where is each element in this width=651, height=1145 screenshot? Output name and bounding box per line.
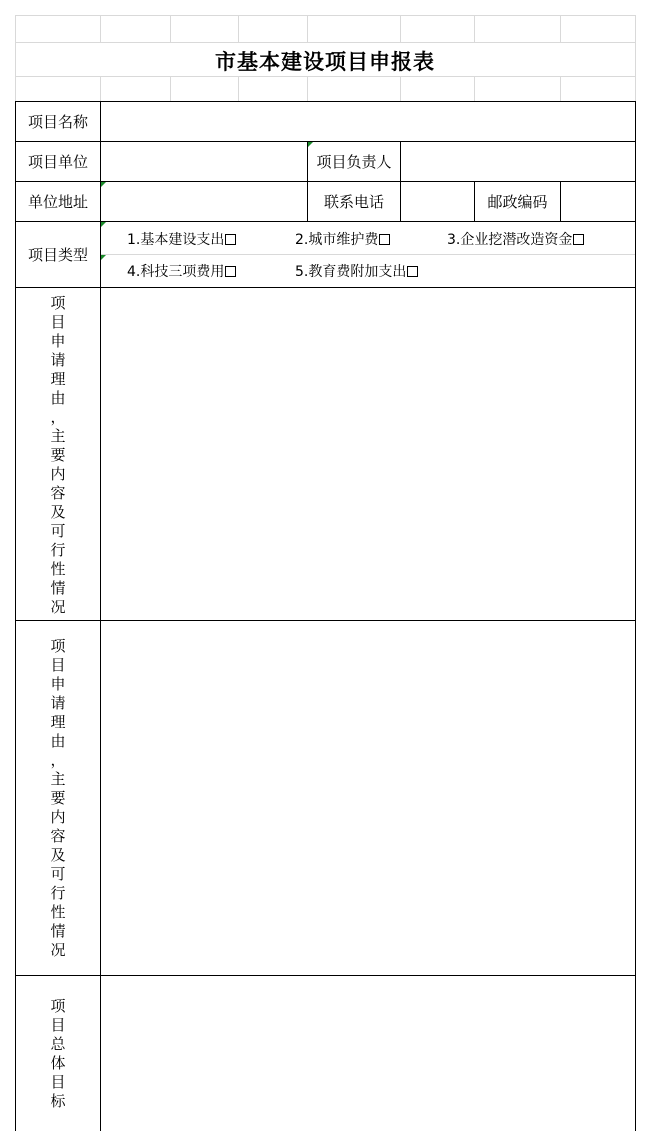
section-overall-goal-label: 项 目 总 体 目 标: [50, 997, 66, 1110]
label-project-name: 项目名称: [27, 113, 88, 131]
type-option-science-tech[interactable]: 4.科技三项费用: [127, 262, 236, 280]
section-application-reason-field-2[interactable]: [101, 621, 635, 975]
label-unit-address: 单位地址: [27, 193, 88, 211]
label-contact-phone: 联系电话: [323, 193, 384, 211]
unit-address-field[interactable]: [101, 182, 307, 221]
form-title: 市基本建设项目申报表: [215, 49, 435, 74]
type-option-education-surcharge[interactable]: 5.教育费附加支出: [295, 262, 418, 280]
type-option-capital-construction[interactable]: 1.基本建设支出: [127, 230, 236, 248]
contact-phone-field[interactable]: [401, 182, 474, 221]
label-project-leader: 项目负责人: [316, 153, 392, 171]
comment-marker: [101, 222, 106, 227]
checkbox[interactable]: [573, 234, 584, 245]
checkbox[interactable]: [225, 234, 236, 245]
checkbox[interactable]: [407, 266, 418, 277]
section-application-reason-field[interactable]: [101, 288, 635, 620]
type-option-enterprise-renovation[interactable]: 3.企业挖潜改造资金: [447, 230, 584, 248]
section-application-reason-label: 项 目 申 请 理 由 ， 主 要 内 容 及 可 行 性 情 况: [50, 294, 66, 616]
section-application-reason-label-2: 项 目 申 请 理 由 ， 主 要 内 容 及 可 行 性 情 况: [50, 637, 66, 959]
type-option-city-maintenance[interactable]: 2.城市维护费: [295, 230, 390, 248]
project-unit-field[interactable]: [101, 142, 307, 181]
label-postal-code: 邮政编码: [487, 193, 548, 211]
project-leader-field[interactable]: [401, 142, 635, 181]
project-name-field[interactable]: [101, 102, 635, 141]
label-project-type: 项目类型: [27, 246, 88, 264]
postal-code-field[interactable]: [561, 182, 635, 221]
section-overall-goal-field[interactable]: [101, 976, 635, 1131]
checkbox[interactable]: [225, 266, 236, 277]
comment-marker: [101, 255, 106, 260]
checkbox[interactable]: [379, 234, 390, 245]
label-project-unit: 项目单位: [27, 153, 88, 171]
